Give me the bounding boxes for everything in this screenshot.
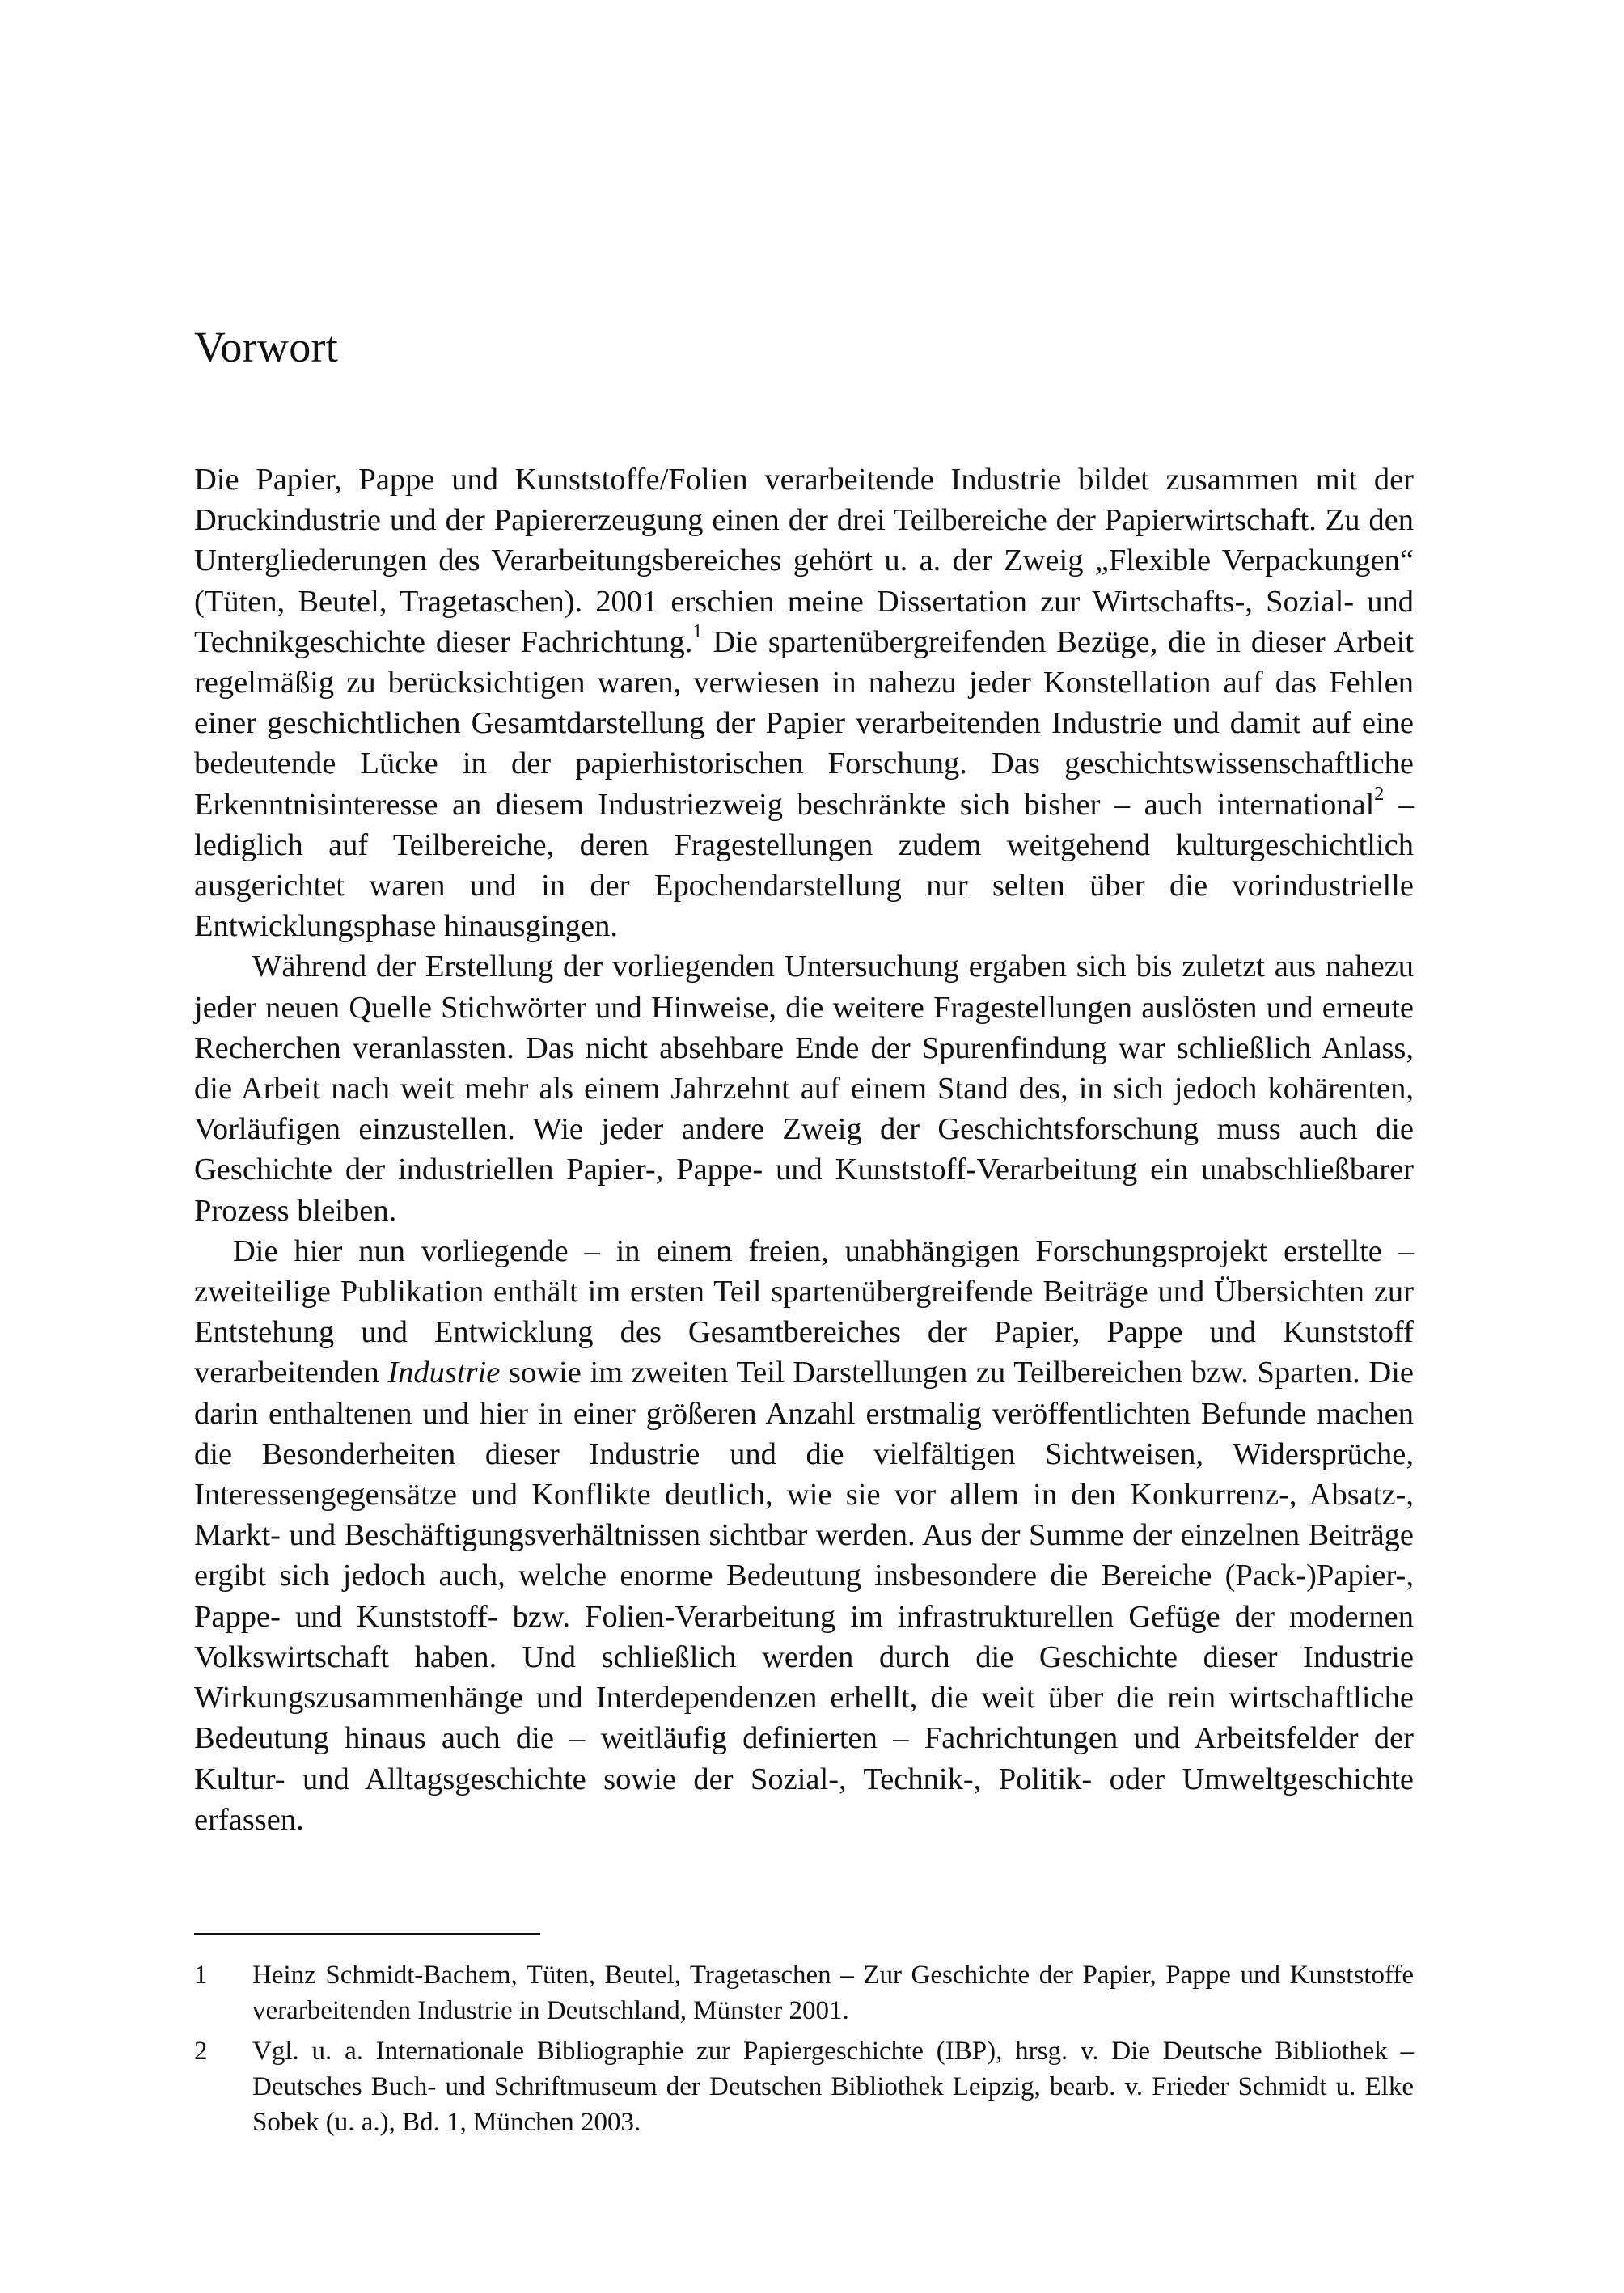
paragraph-1-text-b: Die spartenübergreifenden Bezüge, die in dieser Arbeit regelmäßig zu berücksichtigen waren, verwiesen in nahezu jeder Konstellation auf das Fehlen einer geschichtlichen Gesamtdarstellung der Papier verarbeitenden Industrie und damit auf eine bedeutende Lücke in der papierhistorischen Forschung. Das geschichtswissenschaftliche Erkenntnisinteresse an diesem Industriezweig beschränkte sich bisher – auch international [194,624,1414,822]
paragraph-1-text-a: Die Papier, Pappe und Kunststoffe/Folien verarbeitende Industrie bildet zusammen mit der Druckindustrie und der Papiererzeugung einen der drei Teilbereiche der Papierwirtschaft. Zu den Untergliederungen des Verarbeitungsbereiches gehört u. a. der Zweig „Flexible Verpackungen“ (Tüten, Beutel, Tragetaschen). 2001 erschien meine Dissertation zur Wirtschafts-, Sozial- und Technikgeschichte dieser Fachrichtung. [194,463,1414,659]
paragraph-3-text-b: sowie im zweiten Teil Darstellungen zu Teilbereichen bzw. Sparten. Die darin enthaltenen und hier in einer größeren Anzahl erstmalig veröffentlichten Befunde machen die Besonderheiten dieser Industrie und die vielfältigen Sichtweisen, Widersprüche, Interessengegensätze und Konflikte deutlich, wie sie vor allem in den Konkurrenz-, Absatz-, Markt- und Beschäftigungsverhältnissen sichtbar werden. Aus der Summe der einzelnen Beiträge ergibt sich jedoch auch, welche enorme Bedeutung insbesondere die Bereiche (Pack-)Papier-, Pappe- und Kunststoff- bzw. Folien-Verarbeitung im infrastrukturellen Gefüge der modernen Volkswirtschaft haben. Und schließlich werden durch die Geschichte dieser Industrie Wirkungszusammenhänge und Interdependenzen erhellt, die weit über die rein wirtschaftliche Bedeutung hinaus auch die – weitläufig definierten – Fachrichtungen und Arbeitsfelder der Kultur- und Alltagsgeschichte sowie der Sozial-, Technik-, Politik- oder Umweltgeschichte erfassen. [194,1356,1414,1837]
page-title: Vorwort [194,323,339,371]
paragraph-2: Während der Erstellung der vorliegenden Untersuchung ergaben sich bis zuletzt aus nahezu jeder neuen Quelle Stichwörter und Hinweise, die weitere Fragestellungen auslösten und erneute Recherchen veranlassten. Das nicht absehbare Ende der Spurenfindung war schließlich Anlass, die Arbeit nach weit mehr als einem Jahrzehnt auf einem Stand des, in sich jedoch kohärenten, Vorläufigen einzustellen. Wie jeder andere Zweig der Geschichtsforschung muss auch die Geschichte der industriellen Papier-, Pappe- und Kunststoff-Verarbeitung ein unabschließbarer Prozess bleiben. [194,950,1414,1228]
paragraph-3-emphasis: Industrie [387,1356,501,1390]
footnote-1-number: 1 [194,1961,208,1990]
footnotes [194,1957,1414,2145]
paragraph-1 [194,459,1414,946]
footnote-divider [194,1933,540,1935]
body-text [194,459,1414,1840]
paragraph-3-text-a: Die hier nun vorliegende – in einem freien, unabhängigen Forschungsprojekt erstellte – zweiteilige Publikation enthält im ersten Teil spartenübergreifende Beiträge und Übersichten zur Entstehung und Entwicklung des Gesamtbereiches der Papier, Pappe und Kunststoff verarbeitenden [194,1233,1414,1390]
footnote-2-text: Vgl. u. a. Internationale Bibliographie zur Papiergeschichte (IBP), hrsg. v. Die Deutsche Bibliothek – Deutsches Buch- und Schriftmuseum der Deutschen Bibliothek Leipzig, bearb. v. Frieder Schmidt u. Elke Sobek (u. a.), Bd. 1, München 2003. [252,2037,1414,2137]
footnote-ref-1: 1 [692,620,703,642]
footnote-ref-2: 2 [1374,783,1385,805]
paragraph-1-text-c: – lediglich auf Teilbereiche, deren Fragestellungen zudem weitgehend kulturgeschichtlich ausgerichtet waren und in der Epochendarstellung nur selten über die vorindustrielle Entwicklungsphase hinausgingen. [194,787,1415,944]
footnote-2-number: 2 [194,2037,208,2066]
paragraph-3 [194,1231,1414,1840]
footnote-1-text: Heinz Schmidt-Bachem, Tüten, Beutel, Tragetaschen – Zur Geschichte der Papier, Pappe und Kunststoffe verarbeitenden Industrie in Deutschland, Münster 2001. [252,1961,1414,2025]
footnote-2 [194,2033,1414,2140]
footnote-1 [194,1957,1414,2029]
